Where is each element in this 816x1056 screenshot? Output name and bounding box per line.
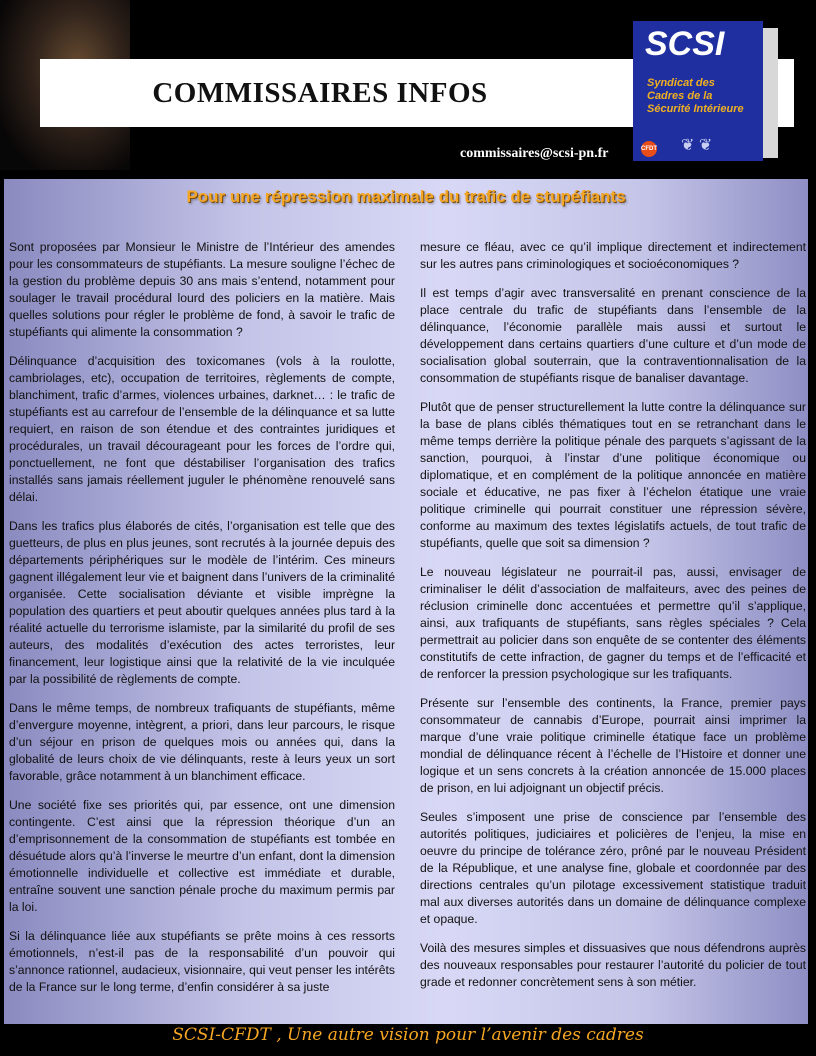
- scsi-logo: [633, 21, 763, 161]
- paragraph: Il est temps d’agir avec transversalité en prenant conscience de la place centrale du trafic de stupéfiants dans l’ensemble de la délinquance, l’économie parallèle mais aussi et surtout le développement dans certains quartiers d’une culture et d’un mode de socialisation global souterrain, que la contraventionnalisation de la consommation de stupéfiants risque de banaliser davantage.: [420, 286, 806, 385]
- paragraph: Présente sur l’ensemble des continents, la France, premier pays consommateur de cannabis d’Europe, pourrait ainsi imprimer la marque d’une vraie politique criminelle étatique face un problème mondial de délinquance récent à l’échelle de l’Histoire et donner une logique et un sens concrets à la création annoncée de 15.000 places de prison, en lui adjoignant un objectif précis.: [420, 696, 806, 795]
- paragraph: Plutôt que de penser structurellement la lutte contre la délinquance sur la base de plans ciblés thématiques tout en se retranchant dans le même temps derrière la politique pénale des parquets s’agissant de la sanction, pourquoi, à l’instar d’une politique économique ou diplomatique, et en complément de la politique annoncée en matière sociale et éducative, ne pas fixer à l’échelon étatique une vraie politique criminelle qui pourrait constituer une répression sévère, conforme au maximum des textes législatifs actuels, de tout trafic de stupéfiants, quelle que soit sa dimension ?: [420, 400, 806, 550]
- newsletter-title: COMMISSAIRES INFOS: [152, 77, 488, 109]
- paragraph: Si la délinquance liée aux stupéfiants se prête moins à ces ressorts émotionnels, n’est-il pas de la responsabilité d’un pouvoir qui s’annonce rationnel, audacieux, visionnaire, qui veut penser les intérêts de la France sur le long terme, d’enfin considérer à sa juste: [9, 929, 395, 994]
- paragraph: mesure ce fléau, avec ce qu’il implique directement et indirectement sur les autres pans criminologiques et socioéconomiques ?: [420, 240, 806, 271]
- left-column: [9, 239, 395, 1008]
- right-column: [420, 239, 806, 1003]
- article-panel: [4, 179, 808, 1024]
- paragraph: Le nouveau législateur ne pourrait-il pas, aussi, envisager de criminaliser le délit d’association de malfaiteurs, avec des peines de réclusion criminelle donc accentuées et permettre qu’il s’applique, ainsi, aux trafiquants de stupéfiants, sans règles spéciales ? Cela permettrait au policier dans son enquête de se contenter des éléments constitutifs de cette infraction, de gagner du temps et de l’efficacité et de renforcer la pression psychologique sur les trafiquants.: [420, 565, 806, 681]
- footer-slogan: SCSI-CFDT , Une autre vision pour l’avenir des cadres: [172, 1025, 644, 1045]
- paragraph: Voilà des mesures simples et dissuasives que nous défendrons auprès des nouveaux responsables pour restaurer l’autorité du policier de tout grade et redonner concrètement sens à son métier.: [420, 941, 806, 989]
- cfdt-badge-icon: CFDT: [641, 141, 657, 157]
- laurel-icon: ❦ ❦: [681, 137, 713, 154]
- paragraph: Délinquance d’acquisition des toxicomanes (vols à la roulotte, cambriolages, etc), occupation de territoires, règlements de compte, blanchiment, trafic d’armes, violences urbaines, darknet… : le trafic de stupéfiants est au carrefour de l’ensemble de la délinquance et sa lutte requiert, en raison de son étendue et des contraintes juridiques et procédurales, un travail décourageant pour les forces de l’ordre qui, ponctuellement, ne font que déstabiliser l’organisation des trafics installés sans jamais réellement juguler le phénomène renouvelé sans délai.: [9, 354, 395, 504]
- contact-email[interactable]: commissaires@scsi-pn.fr: [460, 146, 609, 161]
- paragraph: Une société fixe ses priorités qui, par essence, ont une dimension contingente. C’est ainsi que la répression théorique d’un an d’emprisonnement de la consommation de stupéfiants est tombée en désuétude alors qu’à l’inverse le meurtre d’un enfant, dont la dimension émotionnelle individuelle et collective est immédiate et durable, entraîne souvent une sanction pénale proche du maximum permis par la loi.: [9, 798, 395, 914]
- logo-subtitle: Syndicat des Cadres de la Sécurité Intérieure: [647, 77, 744, 115]
- article-headline: Pour une répression maximale du trafic de stupéfiants: [186, 187, 626, 206]
- paragraph: Seules s’imposent une prise de conscience par l’ensemble des autorités politiques, judiciaires et policières de l’enjeu, la mise en oeuvre du principe de tolérance zéro, prôné par le nouveau Président de la République, et une analyse fine, globale et coordonnée par des directions centrales qu’un pilotage excessivement statistique traduit mal aux diverses autorités dans un domaine de délinquance complexe et opaque.: [420, 810, 806, 926]
- paragraph: Dans les trafics plus élaborés de cités, l’organisation est telle que des guetteurs, de plus en plus jeunes, sont recrutés à la journée depuis des départements périphériques sur le modèle de l’intérim. Ces mineurs gagnent illégalement leur vie et baignent dans l’univers de la criminalité organisée. Cette socialisation déviante et visible imprègne la population des quartiers et peut aboutir quelques années plus tard à la réalité actuelle du terrorisme islamiste, par la similarité du profil de ses auteurs, des modalités d’exécution des actes terroristes, leur financement, leur logistique ainsi que la relativité de la vie inculquée par la possibilité de règlements de compte.: [9, 519, 395, 686]
- paragraph: Sont proposées par Monsieur le Ministre de l’Intérieur des amendes pour les consommateurs de stupéfiants. La mesure souligne l’échec de la gestion du problème depuis 30 ans mais s’entend, notamment pour soulager le travail procédural lourd des policiers en la matière. Mais quelles solutions pour régler le problème de fond, à savoir le trafic de stupéfiants qui alimente la consommation ?: [9, 240, 395, 339]
- paragraph: Dans le même temps, de nombreux trafiquants de stupéfiants, même d’envergure moyenne, intègrent, a priori, dans leur parcours, le risque d’un séjour en prison de quelques mois ou années qui, dans la globalité de leurs choix de vie délinquants, reste à leurs yeux un sort favorable, grâce notamment à un blanchiment efficace.: [9, 701, 395, 783]
- logo-name: SCSI: [645, 25, 725, 63]
